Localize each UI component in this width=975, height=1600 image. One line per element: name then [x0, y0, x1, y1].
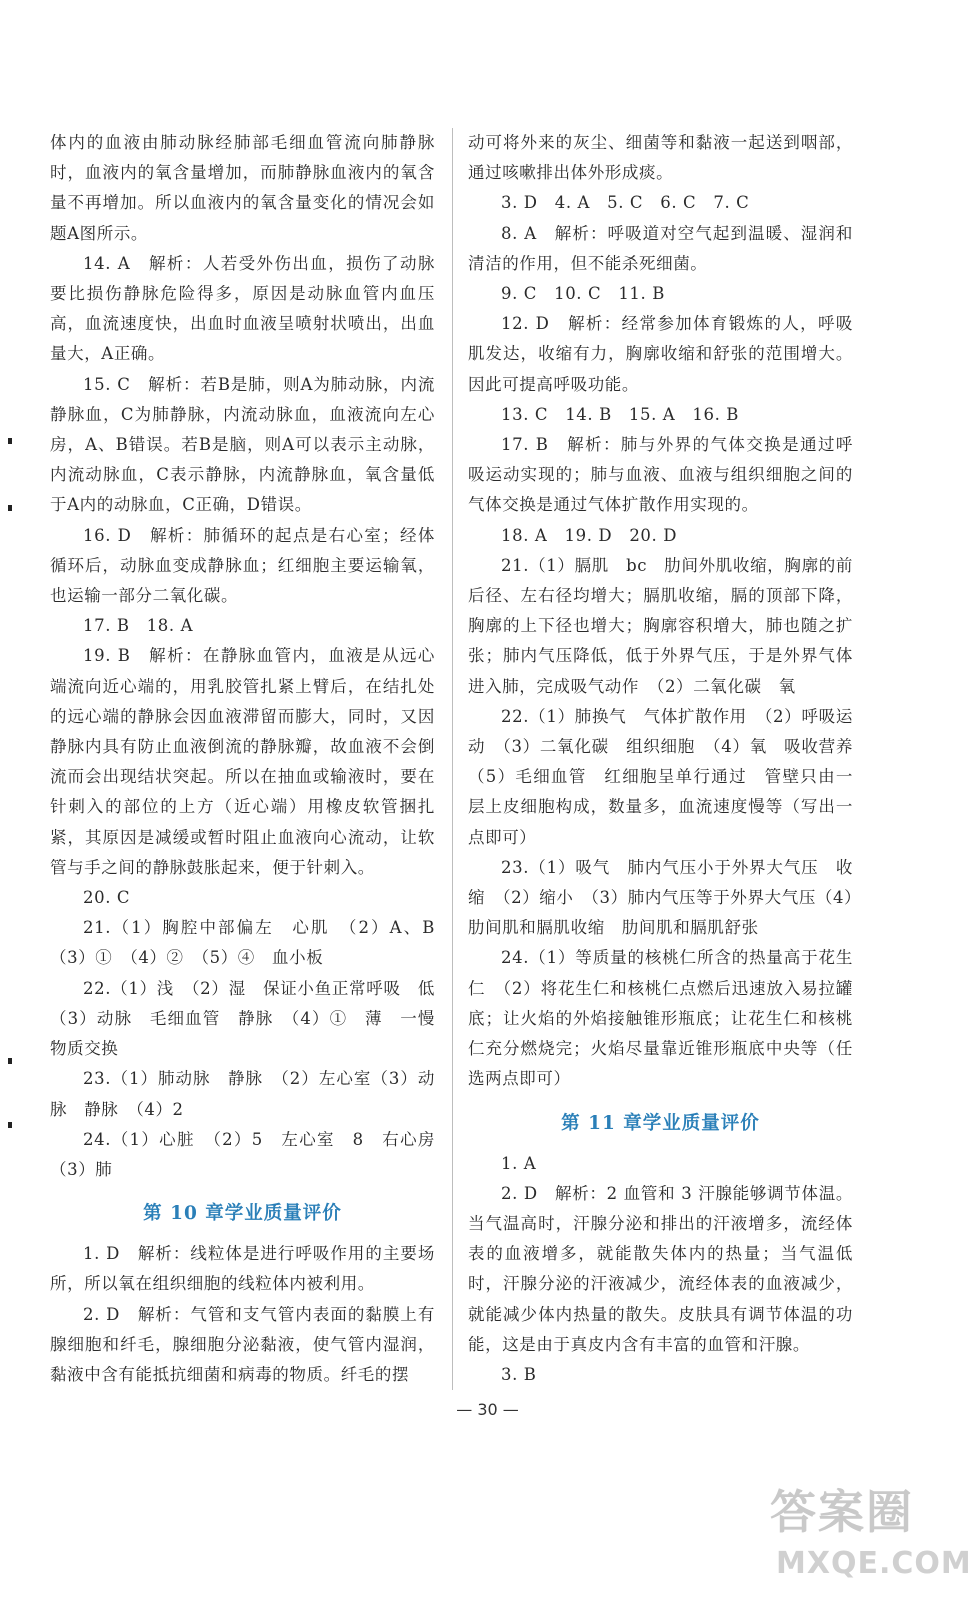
scan-mark — [8, 1122, 12, 1128]
section-title-chapter-10: 第 10 章学业质量评价 — [143, 1203, 342, 1225]
answer-ch10-2: 2. D 解析：气管和支气管内表面的黏膜上有腺细胞和纤毛，腺细胞分泌黏液，使气管内湿润，黏液中含有能抵抗细菌和病毒的物质。纤毛的摆 — [50, 1304, 435, 1384]
answer-16: 16. D 解析：肺循环的起点是右心室；经体循环后，动脉血变成静脉血；红细胞主要运输氧，也运输一部分二氧化碳。 — [50, 525, 435, 606]
scan-mark — [8, 1058, 12, 1064]
answer-22: 22.（1）肺换气 气体扩散作用 （2）呼吸运动 （3）二氧化碳 组织细胞 （4）氧 吸收营养（5）毛细血管 红细胞呈单行通过 管壁只由一层上皮细胞构成，数量多，血流速度慢等（写出一点即可） — [468, 706, 853, 847]
section-title-chapter-11: 第 11 章学业质量评价 — [561, 1112, 760, 1134]
answer-14: 14. A 解析：人若受外伤出血，损伤了动脉要比损伤静脉危险得多，原因是动脉血管内血压高，血流速度快，出血时血液呈喷射状喷出，出血量大，A正确。 — [50, 253, 435, 364]
column-divider — [452, 128, 453, 1390]
answer-ch10-1: 1. D 解析：线粒体是进行呼吸作用的主要场所，所以氧在组织细胞的线粒体内被利用。 — [50, 1244, 435, 1294]
watermark-url: MXQE.COM — [776, 1546, 972, 1581]
right-column — [468, 128, 853, 1390]
answer-19: 19. B 解析：在静脉血管内，血液是从远心端流向近心端的，用乳胶管扎紧上臂后，在结扎处的远心端的静脉会因血液滞留而膨大，同时，又因静脉内具有防止血液倒流的静脉瓣，故血液不会倒流而会出现结状突起。所以在抽血或输液时，要在针刺入的部位的上方（近心端）用橡皮软管捆扎紧，其原因是减缓或暂时阻止血液向心流动，让软管与手之间的静脉鼓胀起来，便于针刺入。 — [50, 646, 435, 877]
answer-ch11-1: 1. A — [501, 1153, 537, 1173]
answer-12: 12. D 解析：经常参加体育锻炼的人，呼吸肌发达，收缩有力，胸廓收缩和舒张的范围增大。因此可提高呼吸功能。 — [468, 314, 853, 394]
answer-3-7: 3. D 4. A 5. C 6. C 7. C — [501, 193, 750, 213]
answer-paragraph: 体内的血液由肺动脉经肺部毛细血管流向肺静脉时，血液内的氧含量增加，而肺静脉血液内的氧含量不再增加。所以血液内的氧含量变化的情况会如题A图所示。 — [50, 133, 435, 243]
answer-ch11-2: 2. D 解析：2 血管和 3 汗腺能够调节体温。当气温高时，汗腺分泌和排出的汗液增多，流经体表的血液增多，就能散失体内的热量；当气温低时，汗腺分泌的汗液减少，流经体表的血液减少，就能减少体内热量的散失。皮肤具有调节体温的功能，这是由于真皮内含有丰富的血管和汗腺。 — [468, 1183, 853, 1354]
scan-mark — [8, 505, 12, 511]
answer-paragraph: 动可将外来的灰尘、细菌等和黏液一起送到咽部，通过咳嗽排出体外形成痰。 — [468, 133, 853, 183]
answer-21: 21.（1）胸腔中部偏左 心肌 （2）A、B（3）① （4）② （5）④ 血小板 — [50, 918, 435, 968]
answer-21: 21.（1）膈肌 bc 肋间外肌收缩，胸廓的前后径、左右径均增大；膈肌收缩，膈的顶部下降，胸廓的上下径也增大；胸廓容积增大，肺也随之扩张；肺内气压降低，低于外界气压，于是外界气体进入肺，完成吸气动作 （2）二氧化碳 氧 — [468, 555, 853, 696]
answer-8: 8. A 解析：呼吸道对空气起到温暖、湿润和清洁的作用，但不能杀死细菌。 — [468, 223, 853, 273]
answer-18-20: 18. A 19. D 20. D — [501, 525, 678, 545]
answer-24: 24.（1）等质量的核桃仁所含的热量高于花生仁 （2）将花生仁和核桃仁点燃后迅速放入易拉罐底；让火焰的外焰接触锥形瓶底；让花生仁和核桃仁充分燃烧完；火焰尽量靠近锥形瓶底中央等（任选两点即可） — [468, 948, 853, 1089]
answer-23: 23.（1）肺动脉 静脉 （2）左心室（3）动脉 静脉 （4）2 — [50, 1069, 435, 1119]
answer-9-11: 9. C 10. C 11. B — [501, 284, 665, 304]
scan-mark — [8, 438, 12, 444]
watermark — [770, 1482, 972, 1587]
answer-ch11-3: 3. B — [501, 1364, 537, 1384]
answer-20: 20. C — [83, 888, 131, 908]
answer-15: 15. C 解析：若B是肺，则A为肺动脉，内流静脉血，C为肺静脉，内流动脉血，血液流向左心房，A、B错误。若B是脑，则A可以表示主动脉，内流动脉血，C表示静脉，内流静脉血，氧含量低于A内的动脉血，C正确，D错误。 — [50, 374, 435, 515]
answer-13-16: 13. C 14. B 15. A 16. B — [501, 404, 740, 424]
page-number: — 30 — — [456, 1400, 519, 1419]
answer-24: 24.（1）心脏 （2）5 左心室 8 右心房（3）肺 — [50, 1129, 435, 1179]
answer-17: 17. B 解析：肺与外界的气体交换是通过呼吸运动实现的；肺与血液、血液与组织细胞之间的气体交换是通过气体扩散作用实现的。 — [468, 435, 853, 515]
answer-22: 22.（1）浅 （2）湿 保证小鱼正常呼吸 低（3）动脉 毛细血管 静脉 （4）① 薄 一慢 物质交换 — [50, 978, 453, 1059]
left-column — [50, 128, 453, 1390]
watermark-logo: 答案圈 — [770, 1485, 914, 1539]
answer-17-18: 17. B 18. A — [83, 616, 194, 636]
answer-23: 23.（1）吸气 肺内气压小于外界大气压 收缩 （2）缩小 （3）肺内气压等于外界大气压（4）肋间肌和膈肌收缩 肋间肌和膈肌舒张 — [468, 857, 853, 938]
